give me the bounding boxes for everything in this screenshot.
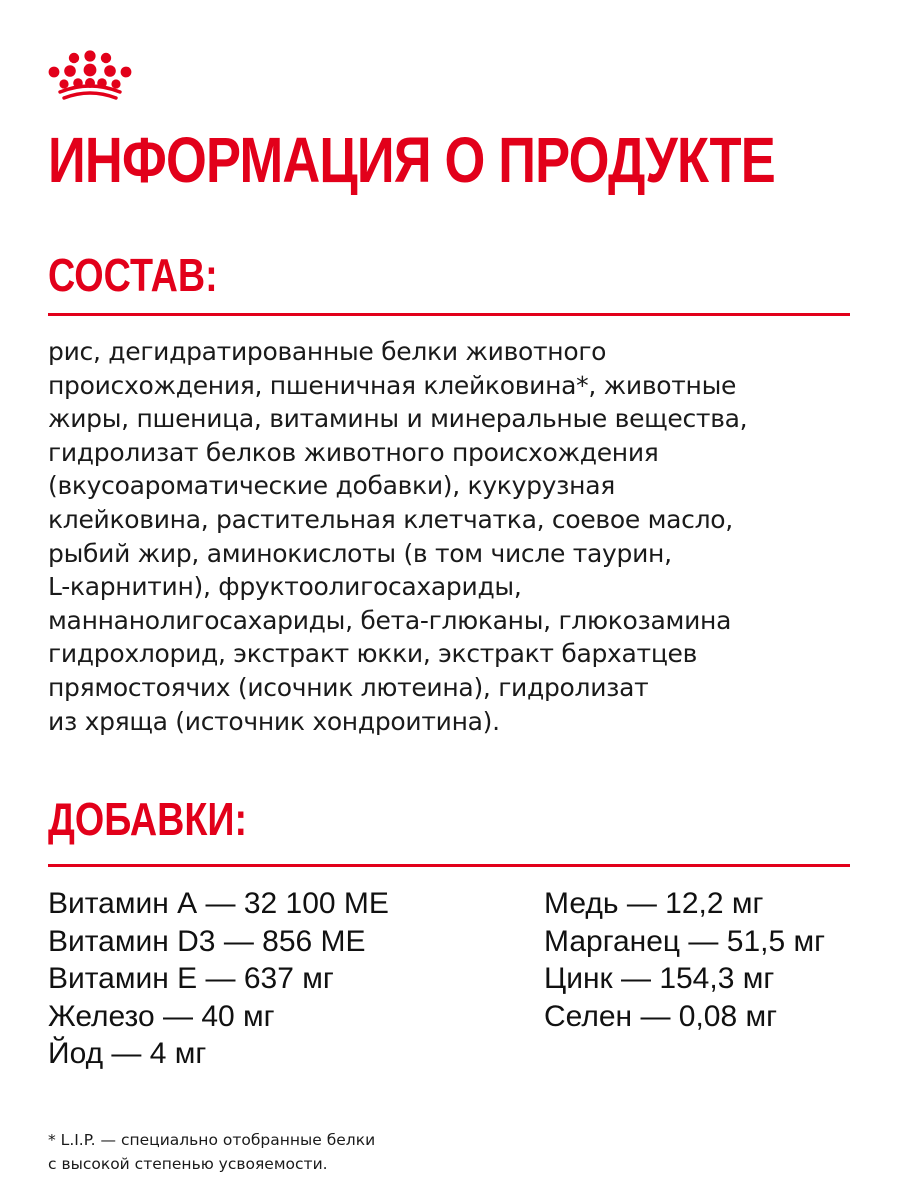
divider: [48, 313, 850, 316]
composition-line: из хряща (источник хондроитина).: [48, 706, 500, 736]
additive-item: Селен — 0,08 мг: [544, 999, 778, 1033]
additive-item: Витамин А — 32 100 МЕ: [48, 887, 389, 920]
additive-item: Витамин D3 — 856 МЕ: [48, 924, 366, 958]
composition-line: происхождения, пшеничная клейковина*, животные: [48, 370, 737, 400]
additives-list-right: [544, 885, 825, 1035]
composition-line: жиры, пшеница, витамины и минеральные вещества,: [48, 404, 748, 434]
composition-line: маннанолигосахариды, бета-глюканы, глюкозамина: [48, 605, 732, 635]
additive-item: Марганец — 51,5 мг: [544, 924, 826, 958]
additives-list-left: [48, 885, 389, 1073]
footnote: [48, 1128, 375, 1176]
additives-heading: ДОБАВКИ:: [48, 793, 248, 845]
composition-line: L-карнитин), фруктоолигосахариды,: [48, 572, 522, 602]
composition-line: рис, дегидратированные белки животного: [48, 337, 607, 366]
composition-line: гидролизат белков животного происхождения: [48, 437, 659, 467]
footnote-line: * L.I.P. — специально отобранные белки: [48, 1131, 376, 1149]
composition-line: клейковина, растительная клетчатка, соевое масло,: [48, 504, 733, 534]
composition-heading: СОСТАВ:: [48, 249, 218, 301]
composition-line: (вкусоароматические добавки), кукурузная: [48, 471, 615, 501]
crown-icon: [44, 50, 136, 102]
composition-text: [48, 335, 848, 738]
additive-item: Йод — 4 мг: [48, 1037, 207, 1070]
footnote-line: с высокой степенью усвояемости.: [48, 1155, 328, 1173]
composition-line: прямостоячих (исочник лютеина), гидролизат: [48, 672, 649, 702]
composition-line: гидрохлорид, экстракт юкки, экстракт бархатцев: [48, 639, 698, 669]
additive-item: Цинк — 154,3 мг: [544, 962, 775, 995]
page-title: ИНФОРМАЦИЯ О ПРОДУКТЕ: [48, 124, 775, 196]
additive-item: Медь — 12,2 мг: [544, 887, 764, 920]
divider: [48, 864, 850, 867]
composition-line: рыбий жир, аминокислоты (в том числе таурин,: [48, 538, 672, 568]
additive-item: Витамин Е — 637 мг: [48, 962, 334, 995]
additive-item: Железо — 40 мг: [48, 999, 275, 1033]
